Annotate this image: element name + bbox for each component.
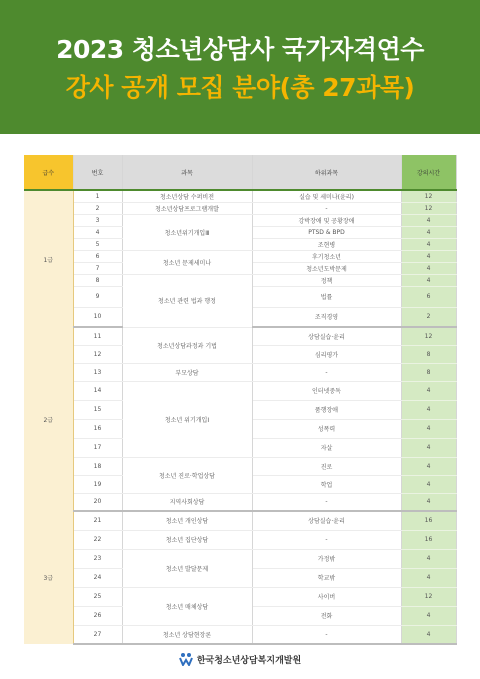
grade-cell-1: 1급 [24,190,73,327]
table-row [24,274,456,286]
row-number: 11 [73,327,122,345]
subtopic-cell: 조현병 [252,238,401,250]
row-number: 1 [73,190,122,202]
subtopic-cell: 상담실습·윤리 [252,327,401,345]
subtopic-cell: 진로 [252,457,401,475]
row-number: 14 [73,381,122,400]
row-number: 2 [73,202,122,214]
row-number: 12 [73,345,122,363]
subtopic-cell: 실습 및 세미나(윤리) [252,190,401,202]
hours-cell: 4 [401,214,456,226]
row-number: 13 [73,363,122,381]
kyci-logo-icon [179,652,193,666]
hours-cell: 4 [401,262,456,274]
course-cell: 청소년상담 수퍼비전 [122,190,252,202]
table-row [24,214,456,226]
subtopic-cell: 인터넷중독 [252,381,401,400]
subtopic-cell: 강박장애 및 공황장애 [252,214,401,226]
hours-cell: 4 [401,493,456,511]
course-cell: 청소년 집단상담 [122,530,252,549]
course-cell: 청소년 발달문제 [122,549,252,587]
table-row [24,587,456,606]
hours-cell: 4 [401,568,456,587]
row-number: 21 [73,511,122,530]
hours-cell: 8 [401,363,456,381]
hours-cell: 6 [401,286,456,307]
row-number: 23 [73,549,122,568]
page-title: 2023 청소년상담사 국가자격연수 [56,35,424,64]
hours-cell: 4 [401,250,456,262]
table-row [24,250,456,262]
subtopic-cell: 정책 [252,274,401,286]
header-subtopic: 하위과목 [252,155,401,190]
hours-cell: 12 [401,327,456,345]
course-cell: 지역사회상담 [122,493,252,511]
hours-cell: 16 [401,511,456,530]
course-cell: 청소년 진로·학업상담 [122,457,252,493]
hours-cell: 12 [401,587,456,606]
row-number: 10 [73,307,122,327]
subtopic-cell: 품행장애 [252,400,401,419]
subtopic-cell: 자살 [252,438,401,457]
subtopic-cell: 청소년도박문제 [252,262,401,274]
course-cell: 청소년 상담현장론 [122,625,252,644]
subtopic-cell: - [252,363,401,381]
course-cell: 청소년 관련 법과 행정 [122,274,252,327]
row-number: 24 [73,568,122,587]
table-row [24,549,456,568]
row-number: 18 [73,457,122,475]
hours-cell: 4 [401,226,456,238]
subtopic-cell: - [252,202,401,214]
subtopic-cell: 학교밖 [252,568,401,587]
table-row [24,511,456,530]
hours-cell: 4 [401,400,456,419]
subtopic-cell: 전화 [252,606,401,625]
course-cell: 청소년 매체상담 [122,587,252,625]
hours-cell: 4 [401,625,456,644]
row-number: 9 [73,286,122,307]
row-number: 27 [73,625,122,644]
hours-cell: 4 [401,549,456,568]
row-number: 15 [73,400,122,419]
header-number: 번호 [73,155,122,190]
course-cell: 청소년 위기개입Ⅰ [122,381,252,457]
row-number: 7 [73,262,122,274]
footer [0,650,480,668]
hours-cell: 12 [401,202,456,214]
hours-cell: 4 [401,381,456,400]
row-number: 8 [73,274,122,286]
row-number: 22 [73,530,122,549]
subtopic-cell: 가정밖 [252,549,401,568]
row-number: 17 [73,438,122,457]
course-cell: 청소년상담과정과 기법 [122,327,252,363]
hours-cell: 4 [401,475,456,493]
subtopic-cell: 후기청소년 [252,250,401,262]
table-row [24,530,456,549]
row-number: 6 [73,250,122,262]
grade-cell-2: 2급 [24,327,73,511]
hours-cell: 4 [401,606,456,625]
subtopic-cell: 법률 [252,286,401,307]
hours-cell: 2 [401,307,456,327]
header-banner [0,0,480,134]
subtopic-cell: 학업 [252,475,401,493]
course-table [24,155,457,645]
subtopic-cell: - [252,493,401,511]
hours-cell: 4 [401,238,456,250]
subtopic-cell: 조직경영 [252,307,401,327]
subtopic-cell: - [252,625,401,644]
hours-cell: 16 [401,530,456,549]
course-cell: 청소년 개인상담 [122,511,252,530]
subtopic-cell: 상담실습·윤리 [252,511,401,530]
course-cell: 청소년상담프로그램개발 [122,202,252,214]
table-header-row [24,155,456,190]
row-number: 26 [73,606,122,625]
table-row [24,493,456,511]
row-number: 3 [73,214,122,226]
table-row [24,457,456,475]
row-number: 20 [73,493,122,511]
subtopic-cell: - [252,530,401,549]
hours-cell: 4 [401,438,456,457]
hours-cell: 8 [401,345,456,363]
course-cell: 부모상담 [122,363,252,381]
table-row [24,381,456,400]
organization-name: 한국청소년상담복지개발원 [196,655,302,666]
subtopic-cell: 사이버 [252,587,401,606]
hours-cell: 4 [401,274,456,286]
row-number: 5 [73,238,122,250]
grade-cell-3: 3급 [24,511,73,644]
table-row [24,202,456,214]
table-row [24,625,456,644]
hours-cell: 12 [401,190,456,202]
subtopic-cell: 성폭력 [252,419,401,438]
row-number: 19 [73,475,122,493]
table-row [24,363,456,381]
subtopic-cell: 심리평가 [252,345,401,363]
course-cell: 청소년 문제세미나 [122,250,252,274]
header-hours: 강의시간 [401,155,456,190]
header-grade: 급수 [24,155,73,190]
course-cell: 청소년위기개입Ⅲ [122,214,252,250]
row-number: 16 [73,419,122,438]
hours-cell: 4 [401,457,456,475]
header-course: 과목 [122,155,252,190]
table-row [24,327,456,345]
row-number: 25 [73,587,122,606]
hours-cell: 4 [401,419,456,438]
row-number: 4 [73,226,122,238]
page-subtitle: 강사 공개 모집 분야(총 27과목) [65,73,415,102]
table-row [24,190,456,202]
subtopic-cell: PTSD & BPD [252,226,401,238]
